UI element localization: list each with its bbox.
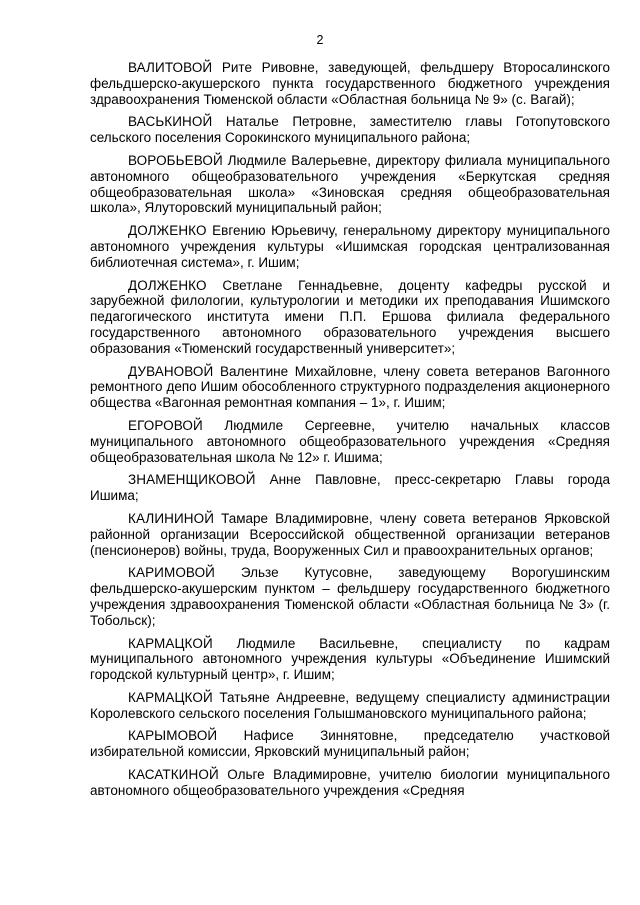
recipient-details: Валентине Михайловне, члену совета ветеранов Вагонного ремонтного депо Ишим обособленного структурного подразделения акционерного общества «Вагонная ремонтная компания – 1», г. Ишим; — [90, 363, 610, 411]
recipient-surname: КАЛИНИНОЙ — [128, 510, 215, 526]
recipient-details: Людмиле Васильевне, специалисту по кадрам муниципального автономного учреждения культуры «Объединение Ишимский городской культурный центр», г. Ишим; — [90, 635, 610, 683]
list-item — [90, 153, 610, 216]
list-item — [90, 511, 610, 558]
recipient-surname: КАРМАЦКОЙ — [128, 689, 213, 705]
recipient-surname: ДОЛЖЕНКО — [128, 223, 207, 239]
list-item — [90, 418, 610, 465]
page-number: 2 — [316, 33, 324, 47]
list-item — [90, 565, 610, 628]
recipient-surname: КАРЫМОВОЙ — [128, 728, 218, 744]
recipient-details: Рите Ривовне, заведующей, фельдшеру Второсалинского фельдшерско-акушерского пункта государственного бюджетного учреждения здравоохранения Тюменской области «Областная больница № 9» (с. Вагай); — [90, 60, 610, 107]
recipient-details: Татьяне Андреевне, ведущему специалисту администрации Королевского сельского поселения Голышмановского муниципального района; — [90, 689, 610, 721]
recipient-surname: ЕГОРОВОЙ — [128, 417, 203, 433]
list-item — [90, 636, 610, 683]
list-item — [90, 690, 610, 722]
recipient-details: Людмиле Сергеевне, учителю начальных классов муниципального автономного общеобразовательного учреждения «Средняя общеобразовательная школа № 12» г. Ишима; — [90, 417, 610, 465]
list-item — [90, 278, 610, 357]
list-item — [90, 728, 610, 760]
recipient-details: Тамаре Владимировне, члену совета ветеранов Ярковской районной организации Всероссийской общественной организации ветеранов (пенсионеров) войны, труда, Вооруженных Сил и правоохранительных органов; — [90, 510, 610, 558]
recipient-details: Эльзе Кутусовне, заведующему Ворогушинским фельдшерско-акушерским пунктом – фельдшеру государственного бюджетного учреждения здравоохранения Тюменской области «Областная больница № 3» (г. Тобольск); — [90, 565, 610, 628]
recipient-surname: ЗНАМЕНЩИКОВОЙ — [128, 472, 256, 488]
list-item — [90, 767, 610, 799]
recipient-surname: ДУВАНОВОЙ — [128, 363, 214, 379]
list-item — [90, 60, 610, 107]
recipient-surname: ВОРОБЬЕВОЙ — [128, 152, 223, 168]
list-item — [90, 114, 610, 146]
recipient-details: Нафисе Зиннятовне, председателю участковой избирательной комиссии, Ярковский муниципальный район; — [90, 728, 610, 760]
list-item — [90, 223, 610, 270]
recipient-details: Евгению Юрьевичу, генеральному директору муниципального автономного учреждения культуры «Ишимская городская централизованная библиотечная система», г. Ишим; — [90, 223, 610, 270]
recipient-surname: ВАЛИТОВОЙ — [128, 60, 213, 75]
recipient-details: Анне Павловне, пресс-секретарю Главы города Ишима; — [90, 472, 610, 504]
recipient-details: Наталье Петровне, заместителю главы Готопутовского сельского поселения Сорокинского муниципального района; — [90, 114, 610, 146]
recipient-surname: ВАСЬКИНОЙ — [128, 114, 213, 130]
recipient-details: Светлане Геннадьевне, доценту кафедры русской и зарубежной филологии, культурологии и методики их преподавания Ишимского педагогического института имени П.П. Ершова филиала федерального государственного автономного образовательного учреждения высшего образования «Тюменский государственный университет»; — [90, 277, 610, 356]
list-item — [90, 364, 610, 411]
recipient-surname: КАСАТКИНОЙ — [128, 767, 219, 783]
award-list — [90, 60, 610, 806]
recipient-surname: КАРМАЦКОЙ — [128, 635, 213, 651]
recipient-details: Людмиле Валерьевне, директору филиала муниципального автономного общеобразовательного учреждения «Беркутская средняя общеобразовательная школа» «Зиновская средняя общеобразовательная школа», Ялуторовский муниципальный район; — [90, 152, 610, 216]
recipient-details: Ольге Владимировне, учителю биологии муниципального автономного общеобразовательного учреждения «Средняя — [90, 767, 610, 798]
recipient-surname: ДОЛЖЕНКО — [128, 277, 207, 293]
list-item — [90, 472, 610, 504]
recipient-surname: КАРИМОВОЙ — [128, 565, 215, 581]
